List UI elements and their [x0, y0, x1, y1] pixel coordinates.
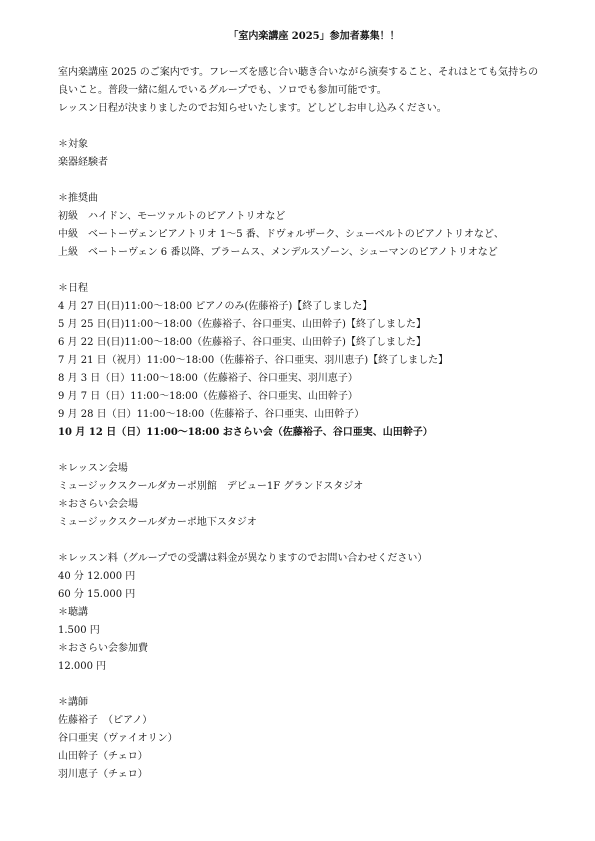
- spacer: [58, 262, 570, 280]
- intro-line: レッスン日程が決まりましたのでお知らせいたします。どしどしお申し込みください。: [58, 103, 447, 114]
- lesson-fee: 60 分 15.000 円: [58, 589, 136, 600]
- intro-line: 良いこと。普段一緒に組んでいるグループでも、ソロでも参加可能です。: [58, 85, 387, 96]
- instructor-item: 羽川恵子（チェロ）: [58, 769, 148, 780]
- audit-fee-heading: ＊聴講: [58, 607, 88, 618]
- instructor-item: 山田幹子（チェロ）: [58, 751, 148, 762]
- audit-fee: 1.500 円: [58, 625, 100, 636]
- spacer: [58, 172, 570, 190]
- recital-fee-heading: ＊おさらい会参加費: [58, 643, 148, 654]
- target-value: 楽器経験者: [58, 157, 108, 168]
- instructors-heading: ＊講師: [58, 697, 88, 708]
- page-title: 「室内楽講座 2025」参加者募集！！: [228, 31, 400, 42]
- repertoire-line: 中級 ベートーヴェンピアノトリオ 1～5 番、ドヴォルザーク、シューベルトのピアノトリオなど、: [58, 229, 504, 240]
- spacer: [58, 532, 570, 550]
- spacer: [58, 676, 570, 694]
- instructor-item: 佐藤裕子 （ピアノ）: [58, 715, 153, 726]
- schedule-session: 6 月 22 日(日)11:00～18:00（佐藤裕子、谷口亜実、山田幹子)【終了しました】: [58, 337, 426, 348]
- document-body: [58, 28, 570, 784]
- spacer: [58, 118, 570, 136]
- intro-line: 室内楽講座 2025 のご案内です。フレーズを感じ合い聴き合いながら演奏すること、それはとても気持ちの: [58, 67, 539, 78]
- target-heading: ＊対象: [58, 139, 88, 150]
- repertoire-heading: ＊推奨曲: [58, 193, 98, 204]
- schedule-session: 4 月 27 日(日)11:00～18:00 ピアノのみ(佐藤裕子)【終了しました】: [58, 301, 373, 312]
- recital-fee: 12.000 円: [58, 661, 107, 672]
- spacer: [58, 442, 570, 460]
- repertoire-line: 初級 ハイドン、モーツァルトのピアノトリオなど: [58, 211, 286, 222]
- lesson-venue: ミュージックスクールダカーポ別館 デビュー1F グランドスタジオ: [58, 481, 364, 492]
- repertoire-line: 上級 ベートーヴェン 6 番以降、ブラームス、メンデルスゾーン、シューマンのピアノトリオなど: [58, 247, 498, 258]
- recital-venue: ミュージックスクールダカーポ地下スタジオ: [58, 517, 257, 528]
- instructor-item: 谷口亜実（ヴァイオリン）: [58, 733, 178, 744]
- lesson-fee-heading: ＊レッスン料（グループでの受講は料金が異なりますのでお問い合わせください）: [58, 553, 428, 564]
- schedule-session: 9 月 7 日（日）11:00～18:00（佐藤裕子、谷口亜実、山田幹子）: [58, 391, 358, 402]
- schedule-session: 9 月 28 日（日）11:00～18:00（佐藤裕子、谷口亜実、山田幹子）: [58, 409, 365, 420]
- schedule-recital: 10 月 12 日（日）11:00～18:00 おさらい会（佐藤裕子、谷口亜実、山田幹子）: [58, 427, 433, 438]
- lesson-fee: 40 分 12.000 円: [58, 571, 136, 582]
- schedule-heading: ＊日程: [58, 283, 88, 294]
- recital-venue-heading: ＊おさらい会会場: [58, 499, 138, 510]
- lesson-venue-heading: ＊レッスン会場: [58, 463, 128, 474]
- schedule-session: 5 月 25 日(日)11:00～18:00（佐藤裕子、谷口亜実、山田幹子)【終了しました】: [58, 319, 426, 330]
- schedule-session: 8 月 3 日（日）11:00～18:00（佐藤裕子、谷口亜実、羽川恵子）: [58, 373, 358, 384]
- schedule-session: 7 月 21 日（祝月）11:00～18:00（佐藤裕子、谷口亜実、羽川恵子)【終了しました】: [58, 355, 449, 366]
- spacer: [58, 46, 570, 64]
